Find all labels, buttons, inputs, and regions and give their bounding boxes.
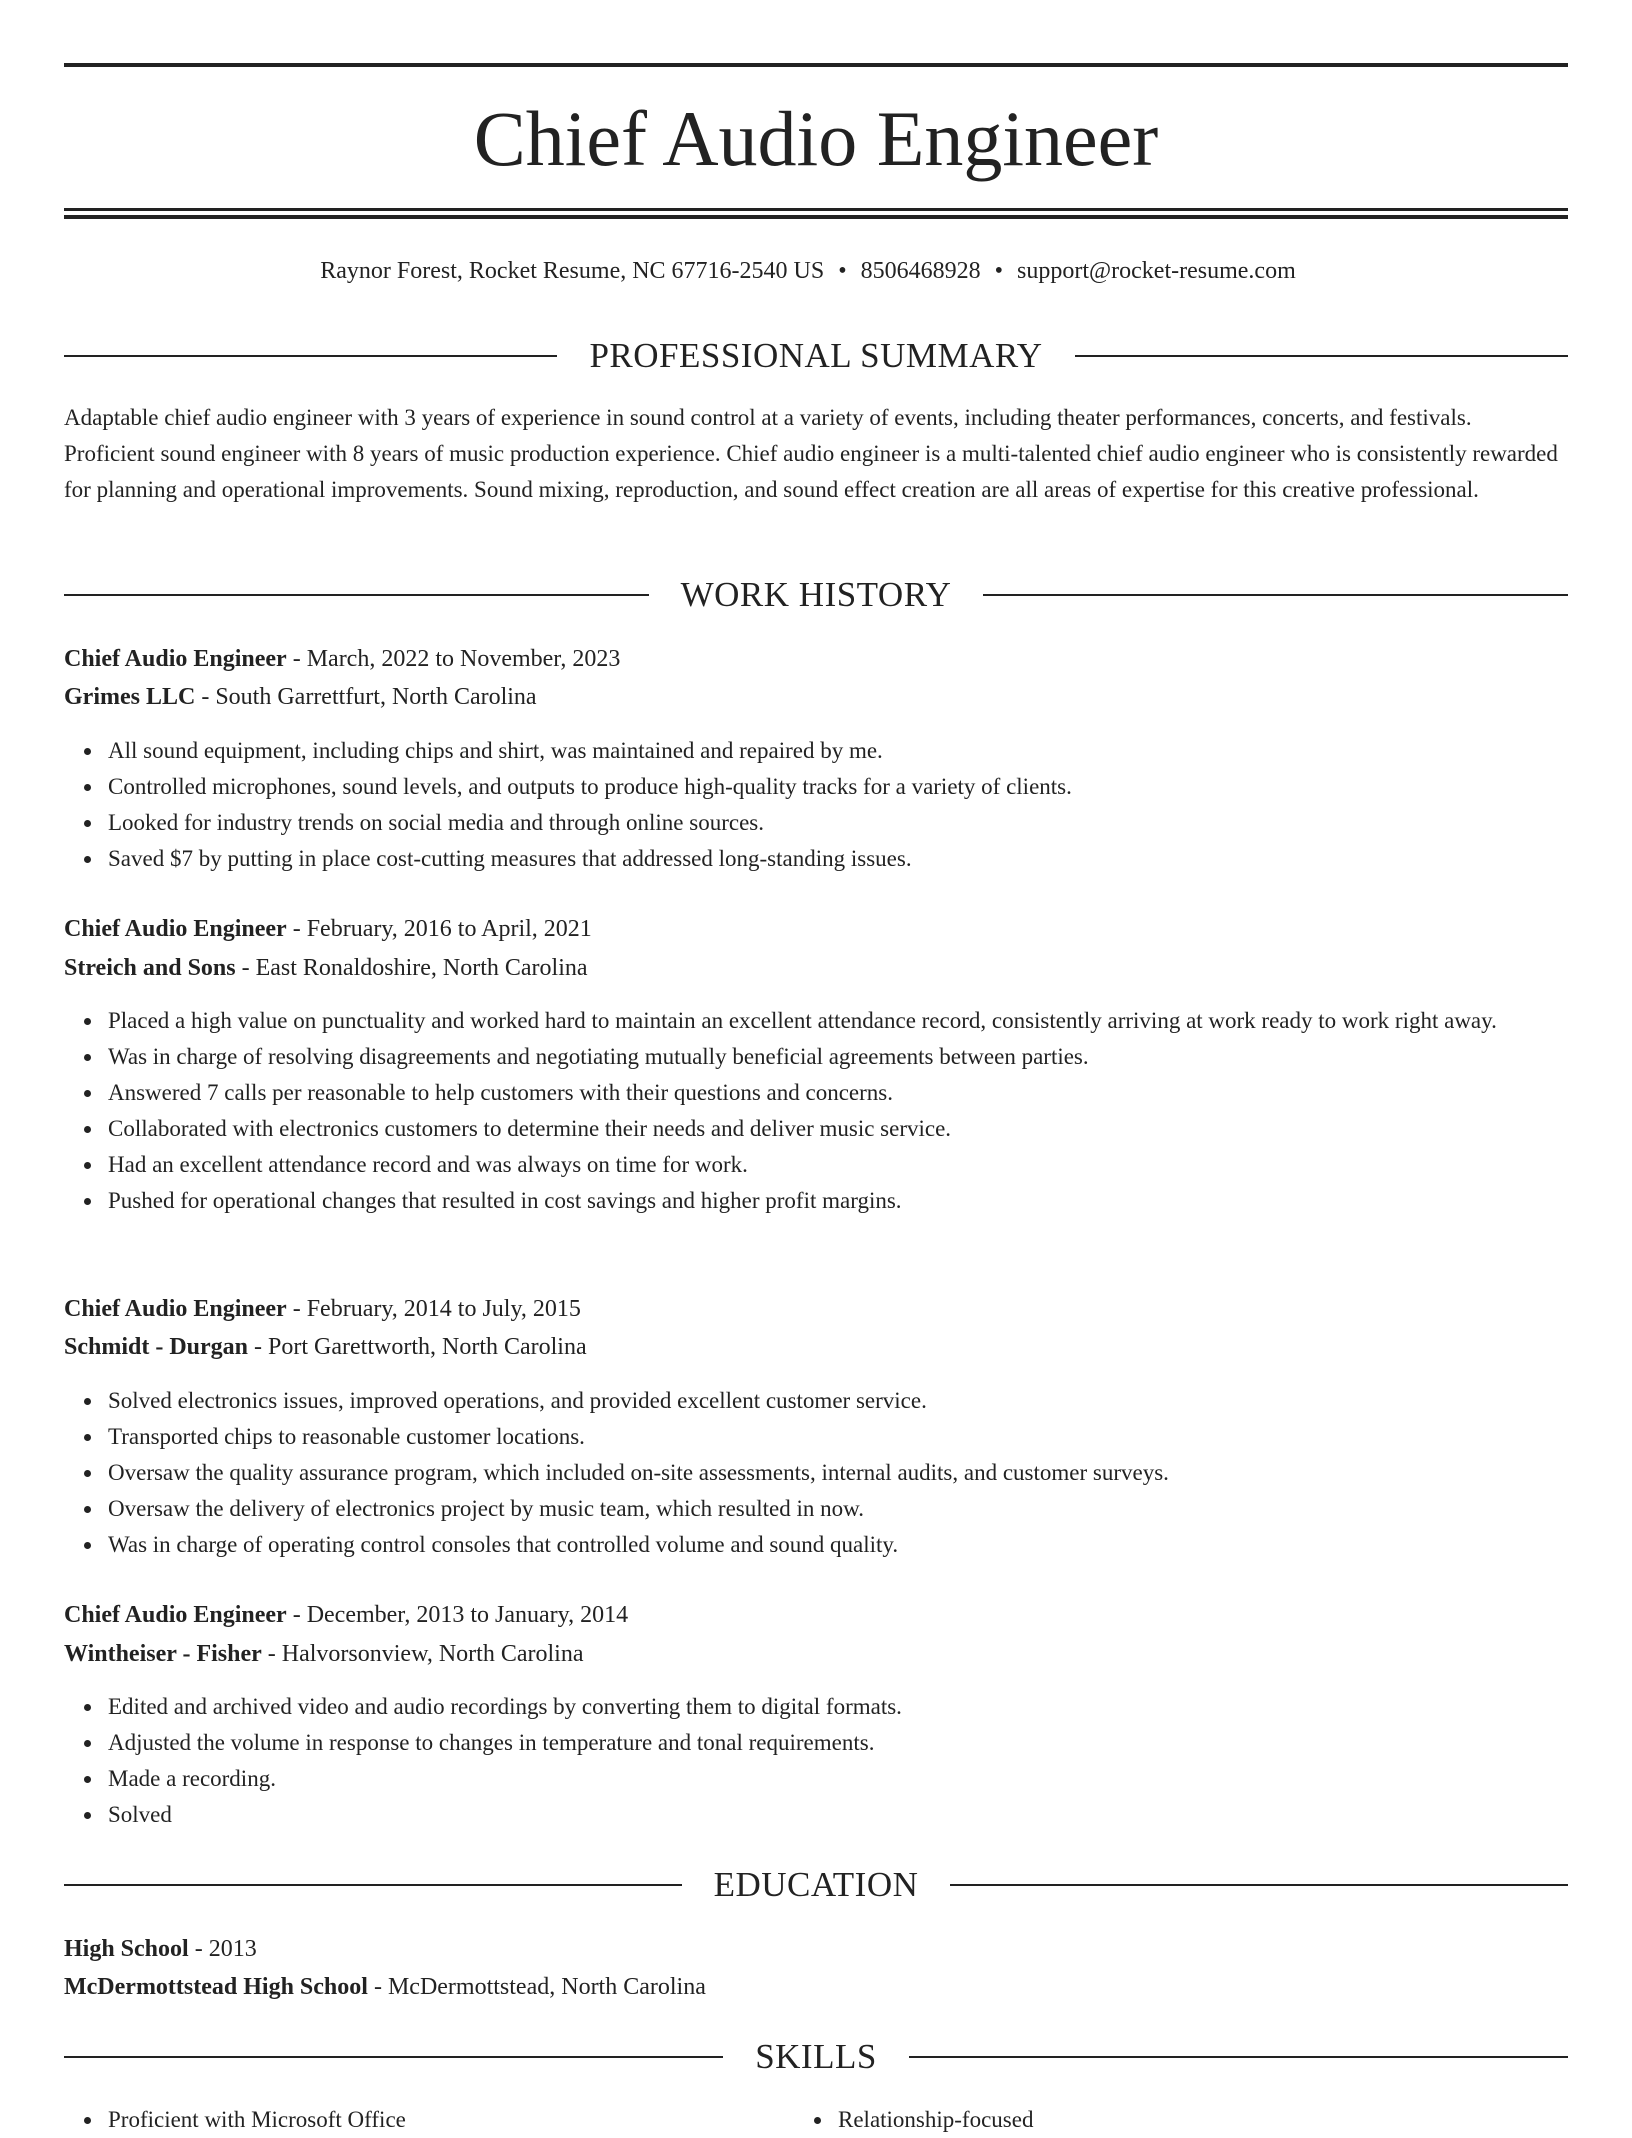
- job-location: - East Ronaldoshire, North Carolina: [235, 955, 588, 981]
- job-title: Chief Audio Engineer: [64, 1602, 287, 1628]
- skills-list: [108, 2102, 1568, 2138]
- job-company-line: [64, 679, 1568, 715]
- job-title: Chief Audio Engineer: [64, 646, 287, 672]
- skill-item: Proficient with Microsoft Office: [108, 2102, 838, 2138]
- list-item: Oversaw the quality assurance program, which included on-site assessments, internal audits, and customer surveys.: [108, 1455, 1568, 1491]
- education-location: - McDermottstead, North Carolina: [367, 1974, 706, 2000]
- job-dates: - December, 2013 to January, 2014: [286, 1602, 629, 1628]
- list-item: Solved electronics issues, improved operations, and provided excellent customer service.: [108, 1383, 1568, 1419]
- job-location: - South Garrettfurt, North Carolina: [195, 684, 537, 710]
- job-location: - Port Garettworth, North Carolina: [248, 1334, 587, 1360]
- job-dates: - March, 2022 to November, 2023: [286, 646, 621, 672]
- heading-rule-right: [1075, 355, 1568, 357]
- job-bullets: [108, 1383, 1568, 1563]
- skills-column-left: [108, 2102, 838, 2138]
- education-degree: High School: [64, 1936, 189, 1962]
- job-title-line: [64, 1597, 1568, 1633]
- education-school-line: [64, 1969, 1568, 2005]
- title-rule-upper: [64, 208, 1568, 211]
- list-item: Placed a high value on punctuality and worked hard to maintain an excellent attendance record, consistently arriving at work ready to work right away.: [108, 1003, 1568, 1039]
- job-bullets: [108, 1003, 1568, 1219]
- title-rule-lower: [64, 215, 1568, 219]
- section-heading-label: WORK HISTORY: [680, 575, 952, 614]
- list-item: Edited and archived video and audio recordings by converting them to digital formats.: [108, 1689, 1568, 1725]
- job-company: Wintheiser - Fisher: [64, 1641, 262, 1667]
- education-school: McDermottstead High School: [64, 1974, 368, 2000]
- job-title-line: [64, 1291, 1568, 1327]
- list-item: Was in charge of operating control consoles that controlled volume and sound quality.: [108, 1527, 1568, 1563]
- list-item: Pushed for operational changes that resulted in cost savings and higher profit margins.: [108, 1183, 1568, 1219]
- job-title-line: [64, 641, 1568, 677]
- list-item: Controlled microphones, sound levels, and outputs to produce high-quality tracks for a variety of clients.: [108, 769, 1568, 805]
- list-item: Saved $7 by putting in place cost-cutting measures that addressed long-standing issues.: [108, 841, 1568, 877]
- job-company-line: [64, 1329, 1568, 1365]
- job-title: Chief Audio Engineer: [64, 1296, 287, 1322]
- section-heading-education: [64, 1865, 1568, 1905]
- contact-address: Raynor Forest, Rocket Resume, NC 67716-2540 US: [320, 258, 825, 284]
- job-bullets: [108, 1689, 1568, 1833]
- job-company: Schmidt - Durgan: [64, 1334, 249, 1360]
- summary-text: Adaptable chief audio engineer with 3 years of experience in sound control at a variety of events, including theater performances, concerts, and festivals. Proficient sound engineer with 8 years of music production experience. Chief audio engineer is a multi-talented chief audio engineer who is consistently rewarded for planning and operational improvements. Sound mixing, reproduction, and sound effect creation are all areas of expertise for this creative professional.: [64, 405, 1558, 502]
- section-heading-label: SKILLS: [755, 2037, 877, 2076]
- section-heading-skills: [64, 2037, 1568, 2077]
- contact-line: [0, 254, 1616, 288]
- heading-rule-left: [64, 1884, 682, 1886]
- job-dates: - February, 2016 to April, 2021: [286, 916, 592, 942]
- heading-rule-left: [64, 594, 649, 596]
- section-heading-work: [64, 575, 1568, 615]
- job-bullets: [108, 733, 1568, 877]
- list-item: Made a recording.: [108, 1761, 1568, 1797]
- list-item: Collaborated with electronics customers to determine their needs and deliver music service.: [108, 1111, 1568, 1147]
- job-company: Streich and Sons: [64, 955, 236, 981]
- section-heading-label: EDUCATION: [713, 1865, 919, 1904]
- list-item: All sound equipment, including chips and shirt, was maintained and repaired by me.: [108, 733, 1568, 769]
- list-item: Solved: [108, 1797, 1568, 1833]
- education-degree-line: [64, 1931, 1568, 1967]
- heading-rule-left: [64, 2056, 723, 2058]
- contact-phone: 8506468928: [860, 258, 981, 284]
- heading-rule-right: [983, 594, 1568, 596]
- list-item: Was in charge of resolving disagreements and negotiating mutually beneficial agreements between parties.: [108, 1039, 1568, 1075]
- heading-rule-left: [64, 355, 557, 357]
- education-year: - 2013: [188, 1936, 257, 1962]
- skill-item: Relationship-focused: [838, 2102, 1568, 2138]
- page-title: Chief Audio Engineer: [473, 95, 1159, 182]
- job-title: Chief Audio Engineer: [64, 916, 287, 942]
- section-heading-label: PROFESSIONAL SUMMARY: [589, 336, 1043, 375]
- list-item: Had an excellent attendance record and was always on time for work.: [108, 1147, 1568, 1183]
- list-item: Adjusted the volume in response to changes in temperature and tonal requirements.: [108, 1725, 1568, 1761]
- list-item: Transported chips to reasonable customer locations.: [108, 1419, 1568, 1455]
- list-item: Oversaw the delivery of electronics project by music team, which resulted in now.: [108, 1491, 1568, 1527]
- job-location: - Halvorsonview, North Carolina: [261, 1641, 584, 1667]
- top-rule: [64, 63, 1568, 67]
- job-company-line: [64, 1636, 1568, 1672]
- heading-rule-right: [909, 2056, 1568, 2058]
- contact-separator: •: [838, 258, 847, 284]
- list-item: Looked for industry trends on social media and through online sources.: [108, 805, 1568, 841]
- skills-column-right: [838, 2102, 1568, 2138]
- contact-email: support@rocket-resume.com: [1017, 258, 1296, 284]
- job-company-line: [64, 950, 1568, 986]
- list-item: Answered 7 calls per reasonable to help customers with their questions and concerns.: [108, 1075, 1568, 1111]
- section-heading-summary: [64, 336, 1568, 376]
- job-title-line: [64, 911, 1568, 947]
- heading-rule-right: [950, 1884, 1568, 1886]
- contact-separator: •: [994, 258, 1004, 284]
- job-company: Grimes LLC: [64, 684, 196, 710]
- job-dates: - February, 2014 to July, 2015: [286, 1296, 581, 1322]
